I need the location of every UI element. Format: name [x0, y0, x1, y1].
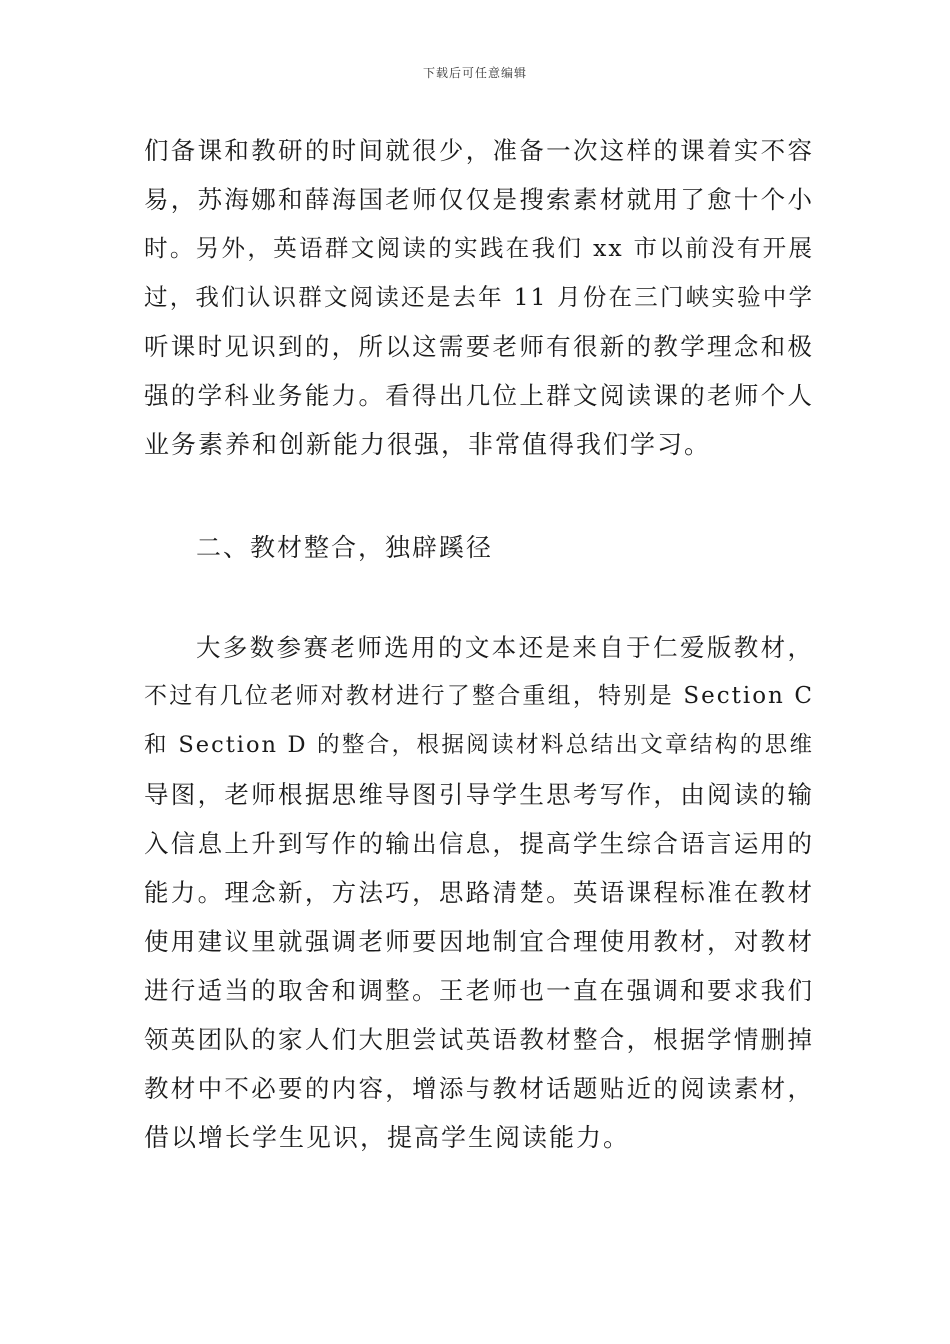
text-line: 借以增长学生见识，提高学生阅读能力。: [144, 1123, 631, 1152]
text-line: 教材中不必要的内容，增添与教材话题贴近的阅读素材，: [144, 1074, 814, 1103]
text-line: 领英团队的家人们大胆尝试英语教材整合，根据学情删掉: [144, 1025, 814, 1054]
text-line: 不过有几位老师对教材进行了整合重组，特别是 Section C: [144, 683, 814, 709]
text-line: 听课时见识到的，所以这需要老师有很新的教学理念和极: [144, 332, 814, 361]
text-line: 们备课和教研的时间就很少，准备一次这样的课着实不容: [144, 136, 814, 165]
text-line: 易，苏海娜和薛海国老师仅仅是搜索素材就用了愈十个小: [144, 185, 814, 214]
text-line: 时。另外，英语群文阅读的实践在我们 xx 市以前没有开展: [144, 234, 814, 262]
section-heading: 二、教材整合，独辟蹊径: [196, 533, 494, 562]
text-line: 入信息上升到写作的输出信息，提高学生综合语言运用的: [144, 829, 814, 858]
text-line: 能力。理念新，方法巧，思路清楚。英语课程标准在教材: [144, 878, 814, 907]
text-line: 使用建议里就强调老师要因地制宜合理使用教材，对教材: [144, 927, 814, 956]
text-line: 大多数参赛老师选用的文本还是来自于仁爱版教材，: [196, 633, 814, 662]
text-line: 进行适当的取舍和调整。王老师也一直在强调和要求我们: [144, 976, 814, 1005]
text-line: 业务素养和创新能力很强，非常值得我们学习。: [144, 430, 712, 459]
text-line: 和 Section D 的整合，根据阅读材料总结出文章结构的思维: [144, 732, 814, 758]
text-line: 过，我们认识群文阅读还是去年 11 月份在三门峡实验中学: [144, 283, 814, 311]
text-line: 强的学科业务能力。看得出几位上群文阅读课的老师个人: [144, 381, 814, 410]
page-header-note: 下载后可任意编辑: [422, 66, 527, 80]
text-line: 导图，老师根据思维导图引导学生思考写作，由阅读的输: [144, 780, 814, 809]
